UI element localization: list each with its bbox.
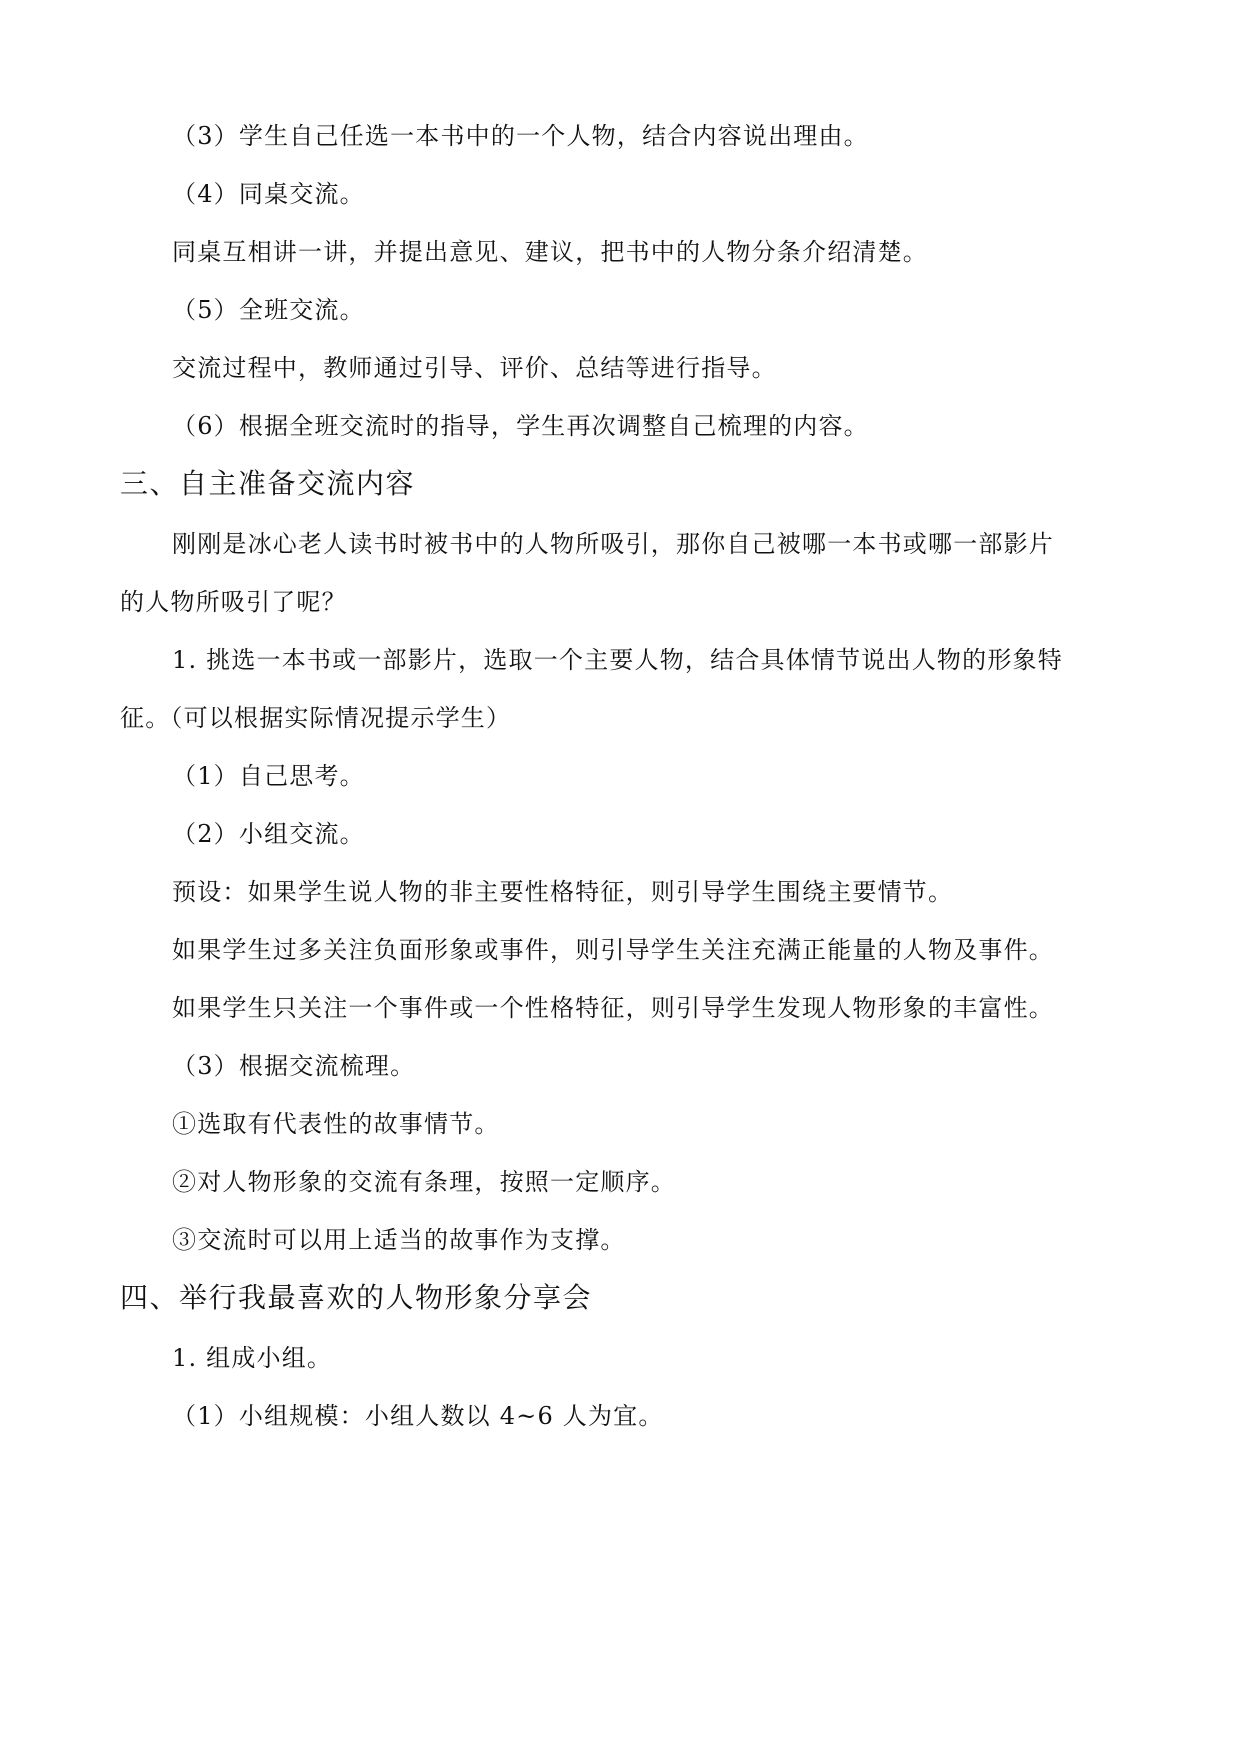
paragraph-teacher-guidance: 交流过程中，教师通过引导、评价、总结等进行指导。 xyxy=(172,354,777,382)
section-3-sub-1: （1）自己思考。 xyxy=(172,762,365,790)
section-3-point-3: ③交流时可以用上适当的故事作为支撑。 xyxy=(172,1226,626,1254)
section-4-heading: 四、举行我最喜欢的人物形象分享会 xyxy=(120,1281,593,1314)
paragraph-desk-partner: 同桌互相讲一讲，并提出意见、建议，把书中的人物分条介绍清楚。 xyxy=(172,238,928,266)
section-3-point-2: ②对人物形象的交流有条理，按照一定顺序。 xyxy=(172,1168,676,1196)
section-3-item-1-line-1: 1. 挑选一本书或一部影片，选取一个主要人物，结合具体情节说出人物的形象特 xyxy=(172,646,1063,674)
section-3-preset-1: 预设：如果学生说人物的非主要性格特征，则引导学生围绕主要情节。 xyxy=(172,878,954,906)
section-4-sub-1: （1）小组规模：小组人数以 4~6 人为宜。 xyxy=(172,1402,664,1430)
paragraph-step-3: （3）学生自己任选一本书中的一个人物，结合内容说出理由。 xyxy=(172,122,869,150)
section-3-intro-line-2: 的人物所吸引了呢？ xyxy=(120,588,347,616)
paragraph-step-5: （5）全班交流。 xyxy=(172,296,365,324)
section-4-item-1: 1. 组成小组。 xyxy=(172,1344,333,1372)
section-3-point-1: ①选取有代表性的故事情节。 xyxy=(172,1110,500,1138)
section-3-heading: 三、自主准备交流内容 xyxy=(120,467,416,500)
section-3-item-1-line-2: 征。（可以根据实际情况提示学生） xyxy=(120,704,512,732)
paragraph-step-4: （4）同桌交流。 xyxy=(172,180,365,208)
section-3-sub-3: （3）根据交流梳理。 xyxy=(172,1052,416,1080)
paragraph-step-6: （6）根据全班交流时的指导，学生再次调整自己梳理的内容。 xyxy=(172,412,869,440)
section-3-sub-2: （2）小组交流。 xyxy=(172,820,365,848)
section-3-intro-line-1: 刚刚是冰心老人读书时被书中的人物所吸引，那你自己被哪一本书或哪一部影片 xyxy=(172,530,1054,558)
section-3-preset-2: 如果学生过多关注负面形象或事件，则引导学生关注充满正能量的人物及事件。 xyxy=(172,936,1054,964)
section-3-preset-3: 如果学生只关注一个事件或一个性格特征，则引导学生发现人物形象的丰富性。 xyxy=(172,994,1054,1022)
